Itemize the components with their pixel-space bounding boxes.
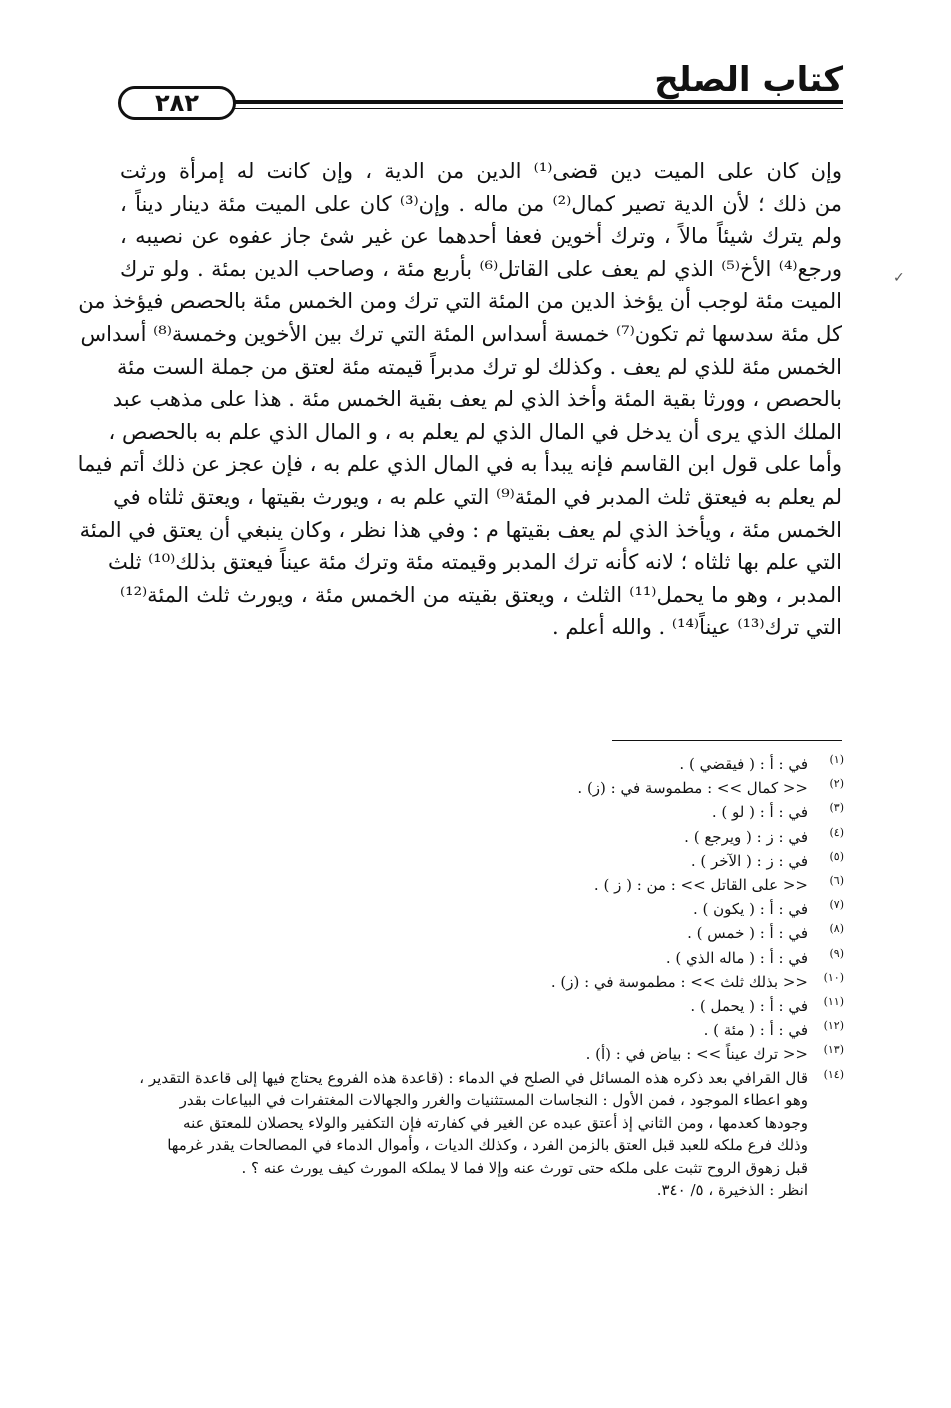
text-line: الميت مئة لوجب أن يؤخذ الدين من المئة التي ترك ومن الخمس مئة بالحصص فيؤخذ من xyxy=(78,289,842,314)
footnote xyxy=(120,825,844,849)
footnote-line: قال القرافي بعد ذكره هذه المسائل في الصلح في الدماء : (قاعدة هذه الفروع يحتاج فيها إلى قاعدة التقدير ، xyxy=(139,1068,808,1087)
footnote xyxy=(120,921,844,945)
footnote xyxy=(120,873,844,897)
footnote xyxy=(120,849,844,873)
footnotes xyxy=(120,752,844,1202)
footnote-text: في : أ : ( يكون ) . xyxy=(692,900,808,919)
footnote-text: في : أ : ( مئة ) . xyxy=(703,1021,808,1040)
footnote-line: انظر : الذخيرة ، ٥/ ٣٤٠. xyxy=(656,1181,808,1200)
footnote xyxy=(120,994,844,1018)
footnote-number: (١١) xyxy=(823,995,844,1009)
text-line: المدبر ، وهو ما يحمل⁽¹¹⁾ الثلث ، ويعتق بقيته من الخمس مئة ، ويورث ثلث المئة⁽¹²⁾ xyxy=(120,582,842,607)
footnote xyxy=(120,946,844,970)
footnote-number: (٩) xyxy=(829,946,844,960)
footnote-line: وجودها كعدمها ، ومن الثاني إذ أعتق عبده عن الغير في كفارته فإن التكفير والولاء يحصلان للمعتق عنه xyxy=(183,1113,808,1132)
footnote-number: (٤) xyxy=(829,825,844,839)
text-line: كل مئة سدسها ثم تكون⁽⁷⁾ خمسة أسداس المئة التي ترك بين الأخوين وخمسة⁽⁸⁾ أسداس xyxy=(80,321,842,346)
footnote-number: (٨) xyxy=(829,922,844,936)
footnote-line: قبل زهوق الروح تثبت على ملكه حتى تورث عنه وإلا فما لا يملكه المورث كيف يورث عنه ؟ . xyxy=(241,1158,808,1177)
margin-pencil-mark: ✓ xyxy=(893,270,905,286)
text-line: من ذلك ؛ لأن الدية تصير كمال⁽²⁾ من ماله . وإن⁽³⁾ كان على الميت مئة دينار ديناً ، xyxy=(120,191,842,216)
footnote-separator xyxy=(612,740,842,741)
footnote xyxy=(120,897,844,921)
footnote xyxy=(120,776,844,800)
text-line: الملك الذي يرى أن يدخل في المال الذي لم يعلم به ، و المال الذي علم به بالحصص ، xyxy=(108,419,842,444)
text-line: الخمس مئة ، ويأخذ الذي لم يعف بقيتها م : وفي هذا نظر ، وكان ينبغي أن يعتق في المئة xyxy=(79,517,842,542)
text-line: لم يعلم به فيعتق ثلث المدبر في المئة⁽⁹⁾ التي علم به ، ويورث بقيتها ، ويعتق ثلثاه في xyxy=(113,484,842,509)
running-title: كتاب الصلح xyxy=(654,60,843,100)
footnote xyxy=(120,1067,844,1202)
text-line: التي ترك⁽¹³⁾ عيناً⁽¹⁴⁾ . والله أعلم . xyxy=(551,615,842,640)
footnote-number: (٥) xyxy=(829,849,844,863)
footnote-text: في : أ : ( يحمل ) . xyxy=(690,997,808,1016)
page-number: ٢٨٢ xyxy=(155,89,199,117)
footnote-text: << على القاتل >> : من : ( ز ) . xyxy=(593,876,808,895)
footnote xyxy=(120,752,844,776)
footnote-line: وذلك فرع ملكه للعبد قبل العتق بالزمن الفرد ، وكذلك الديات ، وأموال الدماء في المصالحات يقدر غرمها xyxy=(167,1136,808,1155)
footnote-text: في : أ : ( خمس ) . xyxy=(687,924,808,943)
footnote-text: << ترك عيناً >> : بياض في : (أ) . xyxy=(585,1045,808,1064)
footnote-number: (٧) xyxy=(829,898,844,912)
footnote-number: (٦) xyxy=(829,874,844,888)
footnote xyxy=(120,800,844,824)
footnote-text: في : أ : ( لو ) . xyxy=(711,803,808,822)
footnote xyxy=(120,970,844,994)
page-header xyxy=(118,58,843,128)
footnote xyxy=(120,1018,844,1042)
footnote-text: << بذلك ثلث >> : مطموسة في : (ز) . xyxy=(550,972,808,991)
text-line: ورجع⁽⁴⁾ الأخ⁽⁵⁾ الذي لم يعف على القاتل⁽⁶⁾ بأربع مئة ، وصاحب الدين بمئة . ولو ترك xyxy=(120,256,842,281)
footnote-text: في : ز : ( ويرجع ) . xyxy=(684,827,808,846)
header-rule-thin xyxy=(228,108,843,109)
footnote-number: (٣) xyxy=(829,801,844,815)
footnote-number: (١) xyxy=(829,753,844,766)
footnote-number: (١٢) xyxy=(823,1019,844,1033)
text-line: وأما على قول ابن القاسم فإنه يبدأ به في المال الذي علم به ، فإن عجز عن ذلك أتم فيما xyxy=(77,452,842,477)
text-line: بالحصص ، وورثا بقية المئة وأخذ الذي لم يعف بقية الخمس مئة . هذا على مذهب عبد xyxy=(112,387,842,412)
footnote-text: << كمال >> : مطموسة في : (ز) . xyxy=(577,779,808,798)
footnote-text xyxy=(120,1067,808,1202)
footnote-text: في : أ : ( ماله الذي ) . xyxy=(665,948,808,967)
footnote-number: (١٤) xyxy=(823,1067,844,1081)
header-rule-thick xyxy=(228,100,843,104)
text-line: وإن كان على الميت دين قضى⁽¹⁾ الدين من الدية ، وإن كانت له إمرأة ورثت xyxy=(120,159,842,183)
footnote-number: (٢) xyxy=(829,777,844,791)
text-line: الخمس مئة للذي لم يعف . وكذلك لو ترك مدبراً قيمته مئة لعتق من جملة الست مئة xyxy=(116,354,842,379)
footnote-line: وهو اعطاء الموجود ، فمن الأول : النجاسات المستثنيات والغرر والجهالات المغتفرات في البياعات بقدر xyxy=(179,1091,808,1110)
page-number-badge xyxy=(118,86,236,120)
text-line: التي علم بها ثلثاه ؛ لانه كأنه ترك المدبر وقيمته مئة وترك مئة عيناً فيعتق بذلك⁽¹⁰⁾ ثلث xyxy=(108,550,842,575)
main-text xyxy=(77,155,842,644)
footnote-text: في : ز : ( الآخر ) . xyxy=(690,851,808,870)
footnote-number: (١٣) xyxy=(823,1043,844,1057)
footnote-text: في : أ : ( فيقضي ) . xyxy=(679,755,808,773)
footnote-number: (١٠) xyxy=(823,970,844,984)
footnote xyxy=(120,1042,844,1066)
text-line: ولم يترك شيئاً مالاً ، وترك أخوين فعفا أحدهما عن غير شئ جاز عفوه عن نصيبه ، xyxy=(120,224,842,249)
